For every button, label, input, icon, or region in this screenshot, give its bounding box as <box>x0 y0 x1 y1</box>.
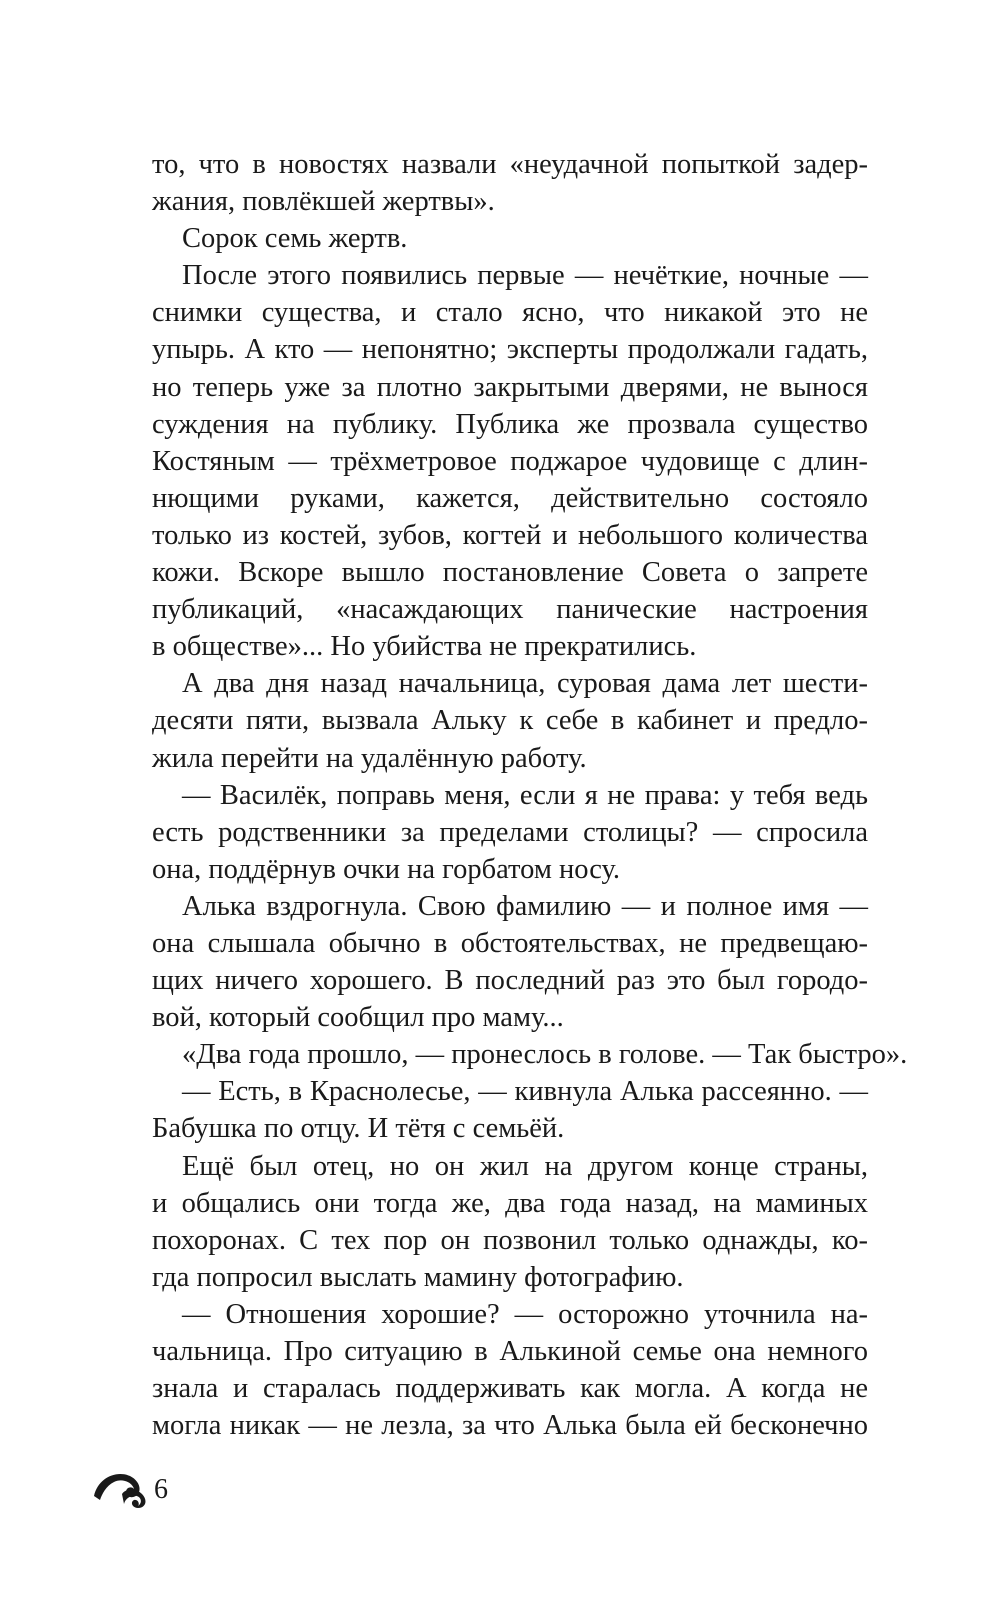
text-line: и общались они тогда же, два года назад, на маминых <box>152 1187 868 1219</box>
text-line: упырь. А кто — непонятно; эксперты продолжали гадать, <box>152 334 868 366</box>
text-line: могла никак — не лезла, за что Алька была ей бесконечно <box>152 1410 868 1442</box>
text-line: знала и старалась поддерживать как могла. А когда не <box>152 1373 868 1405</box>
text-line: «Два года прошло, — пронеслось в голове. — Так быстро». <box>182 1039 908 1071</box>
text-line: нющими руками, кажется, действительно состояло <box>152 482 868 514</box>
text-line: десяти пяти, вызвала Альку к себе в кабинет и предло- <box>152 705 868 737</box>
text-line: щих ничего хорошего. В последний раз это был городо- <box>152 965 868 997</box>
text-line: есть родственники за пределами столицы? — спросила <box>152 816 868 848</box>
text-line: — Есть, в Краснолесье, — кивнула Алька рассеянно. — <box>182 1076 868 1108</box>
text-line: Сорок семь жертв. <box>182 223 408 255</box>
text-line: только из костей, зубов, когтей и небольшого количества <box>152 519 868 551</box>
text-line: Алька вздрогнула. Свою фамилию — и полное имя — <box>182 890 868 922</box>
text-line: вой, который сообщил про маму... <box>152 1002 564 1034</box>
text-line: кожи. Вскоре вышло постановление Совета о запрете <box>152 557 868 589</box>
text-line: Ещё был отец, но он жил на другом конце страны, <box>182 1150 868 1182</box>
text-line: но теперь уже за плотно закрытыми дверями, не вынося <box>152 371 868 403</box>
text-line: суждения на публику. Публика же прозвала существо <box>152 408 868 440</box>
text-line: гда попросил выслать мамину фотографию. <box>152 1261 684 1293</box>
text-line: жания, повлёкшей жертвы». <box>152 186 495 218</box>
page-number: 6 <box>154 1474 168 1505</box>
page-footer <box>92 1462 232 1514</box>
text-line: она слышала обычно в обстоятельствах, не предвещаю- <box>152 927 868 959</box>
text-line: она, поддёрнув очки на горбатом носу. <box>152 853 621 885</box>
text-line: чальница. Про ситуацию в Алькиной семье она немного <box>152 1336 868 1367</box>
text-line: Костяным — трёхметровое поджарое чудовище с длин- <box>152 445 868 477</box>
text-line: А два дня назад начальница, суровая дама лет шести- <box>182 668 868 700</box>
page-text <box>152 146 908 1444</box>
text-line: похоронах. С тех пор он позвонил только однажды, ко- <box>152 1224 868 1256</box>
text-line: После этого появились первые — нечёткие, ночные — <box>182 260 868 292</box>
text-line: то, что в новостях назвали «неудачной попыткой задер- <box>152 149 868 180</box>
text-line: — Отношения хорошие? — осторожно уточнила на- <box>182 1298 868 1330</box>
text-line: в обществе»... Но убийства не прекратились. <box>152 631 697 663</box>
text-line: — Василёк, поправь меня, если я не права: у тебя ведь <box>182 779 868 811</box>
text-line: жила перейти на удалённую работу. <box>152 742 587 774</box>
swirl-ornament-icon <box>92 1466 150 1510</box>
text-line: публикаций, «насаждающих панические настроения <box>152 594 868 626</box>
text-line: снимки существа, и стало ясно, что никакой это не <box>152 297 868 329</box>
text-line: Бабушка по отцу. И тётя с семьёй. <box>152 1113 565 1145</box>
